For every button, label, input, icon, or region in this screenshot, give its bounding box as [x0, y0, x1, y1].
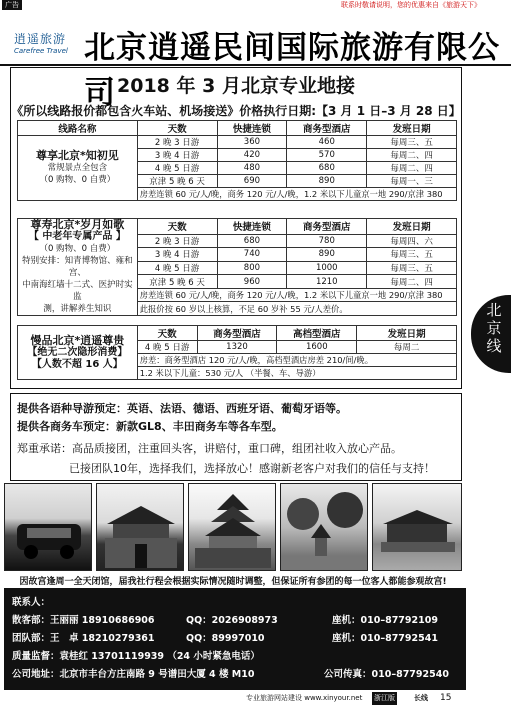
table-header-row [18, 326, 457, 341]
note-cell: 房差：商务型酒店 120 元/人/晚，高档型酒店房差 210/间/晚。 [137, 354, 456, 367]
route-name: 慢品北京*逍遥尊贵 [30, 333, 125, 347]
tiananmen-photo [96, 483, 184, 571]
contact-panel [4, 588, 466, 690]
cell: 4 晚 5 日游 [137, 261, 217, 275]
marble-boat-photo [372, 483, 462, 571]
company-logo [14, 30, 76, 64]
cell: 960 [217, 275, 287, 289]
car-photo [4, 483, 92, 571]
col-premium: 高档型酒店 [277, 326, 357, 341]
cell: 1600 [277, 341, 357, 354]
cell: 690 [217, 175, 287, 188]
contact-qq: QQ：89997010 [186, 633, 265, 644]
cell: 每周二、四 [367, 275, 457, 289]
region-tab [471, 295, 511, 373]
page-number: 15 [440, 693, 452, 703]
cell: 680 [287, 162, 367, 175]
price-table-2 [17, 218, 457, 316]
table-row [18, 136, 457, 149]
cell: 890 [287, 248, 367, 262]
cell: 740 [217, 248, 287, 262]
note-cell: 此报价按 60 岁以上核算，不足 60 岁补 55 元/人差价。 [137, 302, 456, 316]
cell: 1210 [287, 275, 367, 289]
route-desc: （0 购物、0 自费） [39, 244, 116, 254]
page-footer [0, 692, 511, 705]
route-desc: 特别安排：知青博物馆、雍和宫、 [22, 256, 133, 278]
cell: 3 晚 4 日游 [137, 248, 217, 262]
region-char: 线 [486, 337, 502, 355]
ad-label: 广告 [2, 0, 22, 10]
cell: 京津 5 晚 6 天 [137, 275, 217, 289]
cell: 2 晚 3 日游 [137, 136, 217, 149]
cell: 360 [217, 136, 287, 149]
col-business: 商务型酒店 [287, 219, 367, 235]
cell: 890 [287, 175, 367, 188]
contact-fax: 公司传真：010–87792540 [324, 669, 449, 680]
cell: 每周二、四 [367, 162, 457, 175]
contact-title: 联系人： [12, 597, 51, 608]
service-line: 提供各语种导游预定：英语、法语、德语、西班牙语、葡萄牙语等。 [17, 402, 347, 415]
price-subtitle: 《所以线路报价都包含火车站、机场接送》价格执行日期:【3 月 1 日–3 月 28 日】 [11, 104, 461, 118]
promise-line: 已接团队10年，选择我们，选择放心！感谢新老客户对我们的信任与支持！ [69, 462, 435, 475]
logo-text: 逍遥旅游 [14, 32, 67, 46]
cell: 480 [217, 162, 287, 175]
contact-qq: QQ：2026908973 [186, 615, 278, 626]
price-table-1 [17, 120, 457, 201]
contact-quality: 质量监督：袁桂红 13701119939 （24 小时紧急电话） [12, 651, 260, 662]
region-char: 京 [486, 319, 502, 337]
region-char: 北 [486, 301, 502, 319]
cell: 每周三、五 [367, 248, 457, 262]
col-schedule: 发班日期 [367, 219, 457, 235]
cell: 680 [217, 234, 287, 248]
cell: 2 晚 3 日游 [137, 234, 217, 248]
photo-strip [4, 483, 462, 571]
cell: 每周一、三 [367, 175, 457, 188]
col-schedule: 发班日期 [367, 121, 457, 136]
col-business: 商务型酒店 [287, 121, 367, 136]
route-desc: （0 购物、0 自费） [39, 175, 116, 185]
col-days: 天数 [137, 326, 197, 341]
route-desc: 测，讲解养生知识 [43, 304, 112, 314]
cell: 每周三、五 [367, 261, 457, 275]
route-cell [18, 219, 138, 316]
services-box [10, 393, 462, 481]
temple-of-heaven-photo [188, 483, 276, 571]
cell: 420 [217, 149, 287, 162]
note-cell: 房差连锁 60 元/人/晚，商务 120 元/人/晚，1.2 米以下儿童京一地 290/京津 380 [137, 288, 456, 302]
cell: 1000 [287, 261, 367, 275]
route-tag: 【 中老年专属产品 】 [28, 231, 126, 242]
note-cell: 1.2 米以下儿童：530 元/人 （半餐、车、导游） [137, 367, 456, 380]
cell: 780 [287, 234, 367, 248]
cell: 800 [217, 261, 287, 275]
cell: 4 晚 5 日游 [137, 341, 197, 354]
col-days: 天数 [137, 219, 217, 235]
table-header-row [18, 121, 457, 136]
cell: 每周二、四 [367, 149, 457, 162]
cell: 每周四、六 [367, 234, 457, 248]
route-cell [18, 136, 138, 201]
contact-retail: 散客部：王丽丽 18910686906 [12, 615, 155, 626]
col-schedule: 发班日期 [357, 326, 457, 341]
page-title: 2018 年 3 月北京专业地接 [117, 75, 355, 97]
top-note: 联系时敬请说明，您的优惠来自《旅游天下》 [341, 1, 481, 9]
route-desc: 中南海红墙十二式、医护时实监 [22, 280, 133, 302]
route-name: 尊享北京*知初见 [35, 149, 119, 162]
contact-phone: 座机：010–87792109 [332, 615, 438, 626]
cell: 每周三、五 [367, 136, 457, 149]
route-desc: 常规景点全包含 [47, 163, 108, 173]
col-chain: 快捷连锁 [217, 219, 287, 235]
note-cell: 房差连锁 60 元/人/晚，商务 120 元/人/晚，1.2 米以下儿童京一地 290/京津 380 [137, 188, 456, 201]
contact-phone: 座机：010–87792541 [332, 633, 438, 644]
footer-section: 浙江版 [372, 692, 397, 705]
footer-site: 专业旅游网站建设 www.xinyour.net [246, 694, 363, 702]
cell: 570 [287, 149, 367, 162]
cell: 1320 [197, 341, 277, 354]
cell: 3 晚 4 日游 [137, 149, 217, 162]
cell: 京津 5 晚 6 天 [137, 175, 217, 188]
price-box [10, 67, 462, 389]
col-chain: 快捷连锁 [217, 121, 287, 136]
route-cell [18, 326, 138, 380]
contact-group: 团队部：王 卓 18210279361 [12, 633, 155, 644]
garden-photo [280, 483, 368, 571]
route-tag: 【人数不超 16 人】 [31, 358, 123, 370]
col-days: 天数 [137, 121, 217, 136]
footer-line: 长线 [414, 694, 428, 702]
cell: 每周二 [357, 341, 457, 354]
top-bar [0, 0, 511, 10]
service-line: 提供各商务车预定：新款GL8、丰田商务车等各车型。 [17, 420, 283, 433]
closure-notice: 因故宫逢周一全天闭馆，届我社行程会根据实际情况随时调整，但保证所有参团的每一位客人都能参观故宫! [19, 577, 447, 587]
table-header-row [18, 219, 457, 235]
cell: 460 [287, 136, 367, 149]
company-name: 北京逍遥民间国际旅游有限公司 [84, 30, 500, 111]
cell: 4 晚 5 日游 [137, 162, 217, 175]
route-tag: 【绝无二次隐形消费】 [27, 346, 128, 358]
col-business: 商务型酒店 [197, 326, 277, 341]
contact-address: 公司地址：北京市丰台方庄南路 9 号谱田大厦 4 楼 M10 [12, 669, 255, 680]
price-table-3 [17, 325, 457, 380]
promise-line: 郑重承诺：高品质接团，注重回头客，讲赔付，重口碑，组团社收入放心产品。 [17, 442, 402, 455]
col-route: 线路名称 [18, 121, 138, 136]
logo-en-text: Carefree Travel [14, 47, 68, 55]
route-name: 尊寿北京*岁月如歌 [30, 218, 125, 231]
